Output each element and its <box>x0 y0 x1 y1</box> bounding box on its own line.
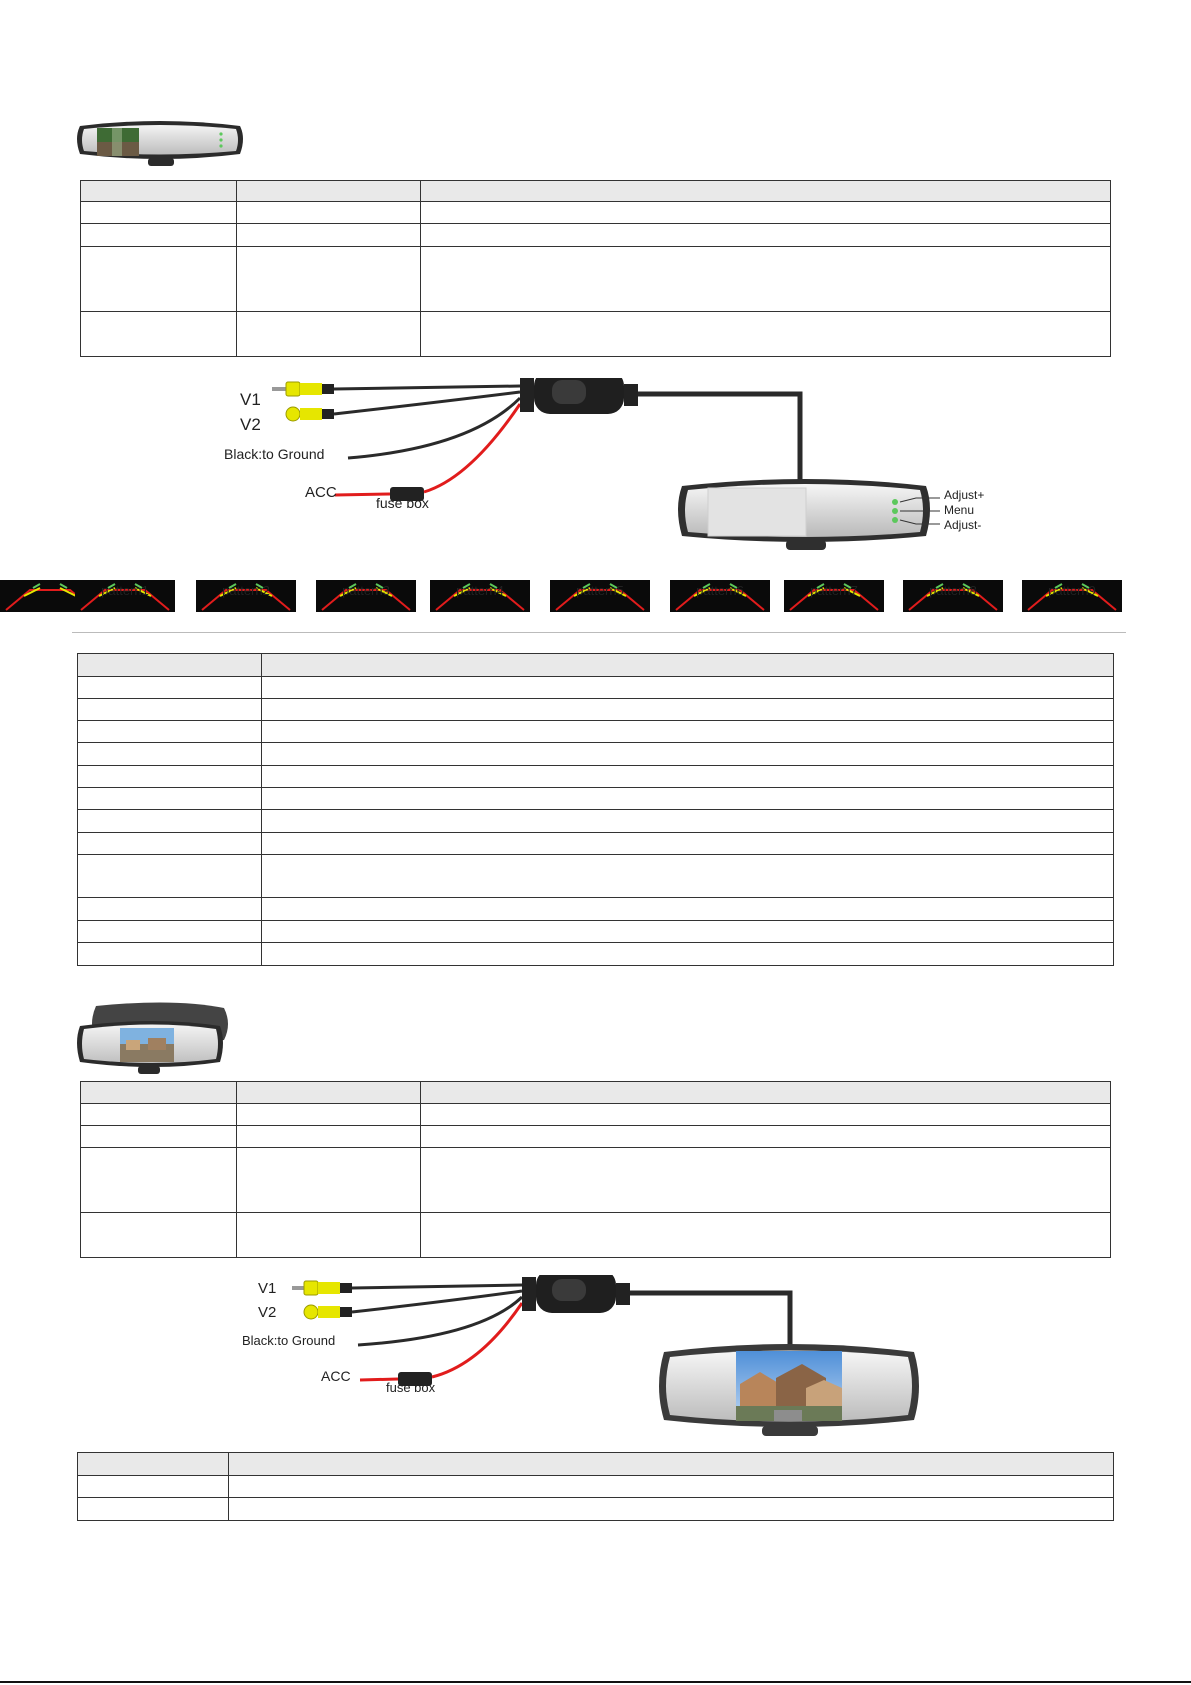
mirror-thumbnail-2 <box>74 1000 234 1076</box>
menu-label: Menu <box>944 503 975 517</box>
table-header-row <box>78 654 1114 677</box>
table-row <box>78 1476 1114 1498</box>
v2-label-2: V2 <box>258 1304 277 1321</box>
rca-connector-v2 <box>304 1305 352 1319</box>
v2-label: V2 <box>240 415 261 434</box>
table-row <box>81 224 1111 247</box>
table-row <box>81 1104 1111 1126</box>
pattern-label-9: pattern9 <box>1048 583 1096 598</box>
table-row <box>78 743 1114 766</box>
pattern-label-1: pattern1 <box>101 583 149 598</box>
mirror-1 <box>676 476 940 556</box>
table-row <box>78 677 1114 699</box>
pattern-label-2: pattern2 <box>222 583 270 598</box>
table-row <box>78 898 1114 921</box>
rca-connector-v1 <box>292 1281 352 1295</box>
table-row <box>81 1126 1111 1148</box>
spec-table-4 <box>77 1452 1114 1521</box>
table-row <box>78 943 1114 966</box>
table-row <box>81 1148 1111 1213</box>
ground-label: Black:to Ground <box>224 446 325 462</box>
divider <box>72 632 1126 633</box>
fuse-box-label: fuse box <box>376 495 429 511</box>
table-row <box>81 247 1111 312</box>
adjust-minus-label: Adjust- <box>944 518 982 532</box>
table-row <box>81 312 1111 357</box>
spec-table-3 <box>80 1081 1111 1258</box>
table-row <box>81 1213 1111 1258</box>
table-row <box>78 833 1114 855</box>
pattern-label-5: pattern5 <box>576 583 624 598</box>
adjust-plus-label: Adjust+ <box>944 488 985 502</box>
mirror-2 <box>656 1340 924 1440</box>
table-row <box>78 721 1114 743</box>
pattern-label-8: pattern8 <box>929 583 977 598</box>
v1-label-2: V1 <box>258 1280 277 1297</box>
table-row <box>81 202 1111 224</box>
table-row <box>78 810 1114 833</box>
table-row <box>78 788 1114 810</box>
table-row <box>78 699 1114 721</box>
rca-connector-v1 <box>272 382 334 396</box>
table-row <box>78 855 1114 898</box>
v1-label: V1 <box>240 390 261 409</box>
pattern-label-6: pattern6 <box>696 583 744 598</box>
spec-table-2 <box>77 653 1114 966</box>
rca-connector-v2 <box>286 407 334 421</box>
fuse-box-label-2: fuse box <box>386 1380 436 1395</box>
spec-table-1 <box>80 180 1111 357</box>
pattern-label-3: pattern3 <box>342 583 390 598</box>
page-bottom-rule <box>0 1681 1191 1683</box>
table-row <box>78 766 1114 788</box>
table-row <box>78 921 1114 943</box>
acc-label-2: ACC <box>321 1368 351 1384</box>
table-row <box>78 1498 1114 1521</box>
mirror-thumbnail-1 <box>74 118 246 170</box>
acc-label: ACC <box>305 484 337 501</box>
pattern-label-7: pattern7 <box>810 583 858 598</box>
ground-label-2: Black:to Ground <box>242 1333 336 1348</box>
pattern-label-4: pattern4 <box>456 583 504 598</box>
table-header-row <box>81 181 1111 202</box>
table-header-row <box>81 1082 1111 1104</box>
table-header-row <box>78 1453 1114 1476</box>
